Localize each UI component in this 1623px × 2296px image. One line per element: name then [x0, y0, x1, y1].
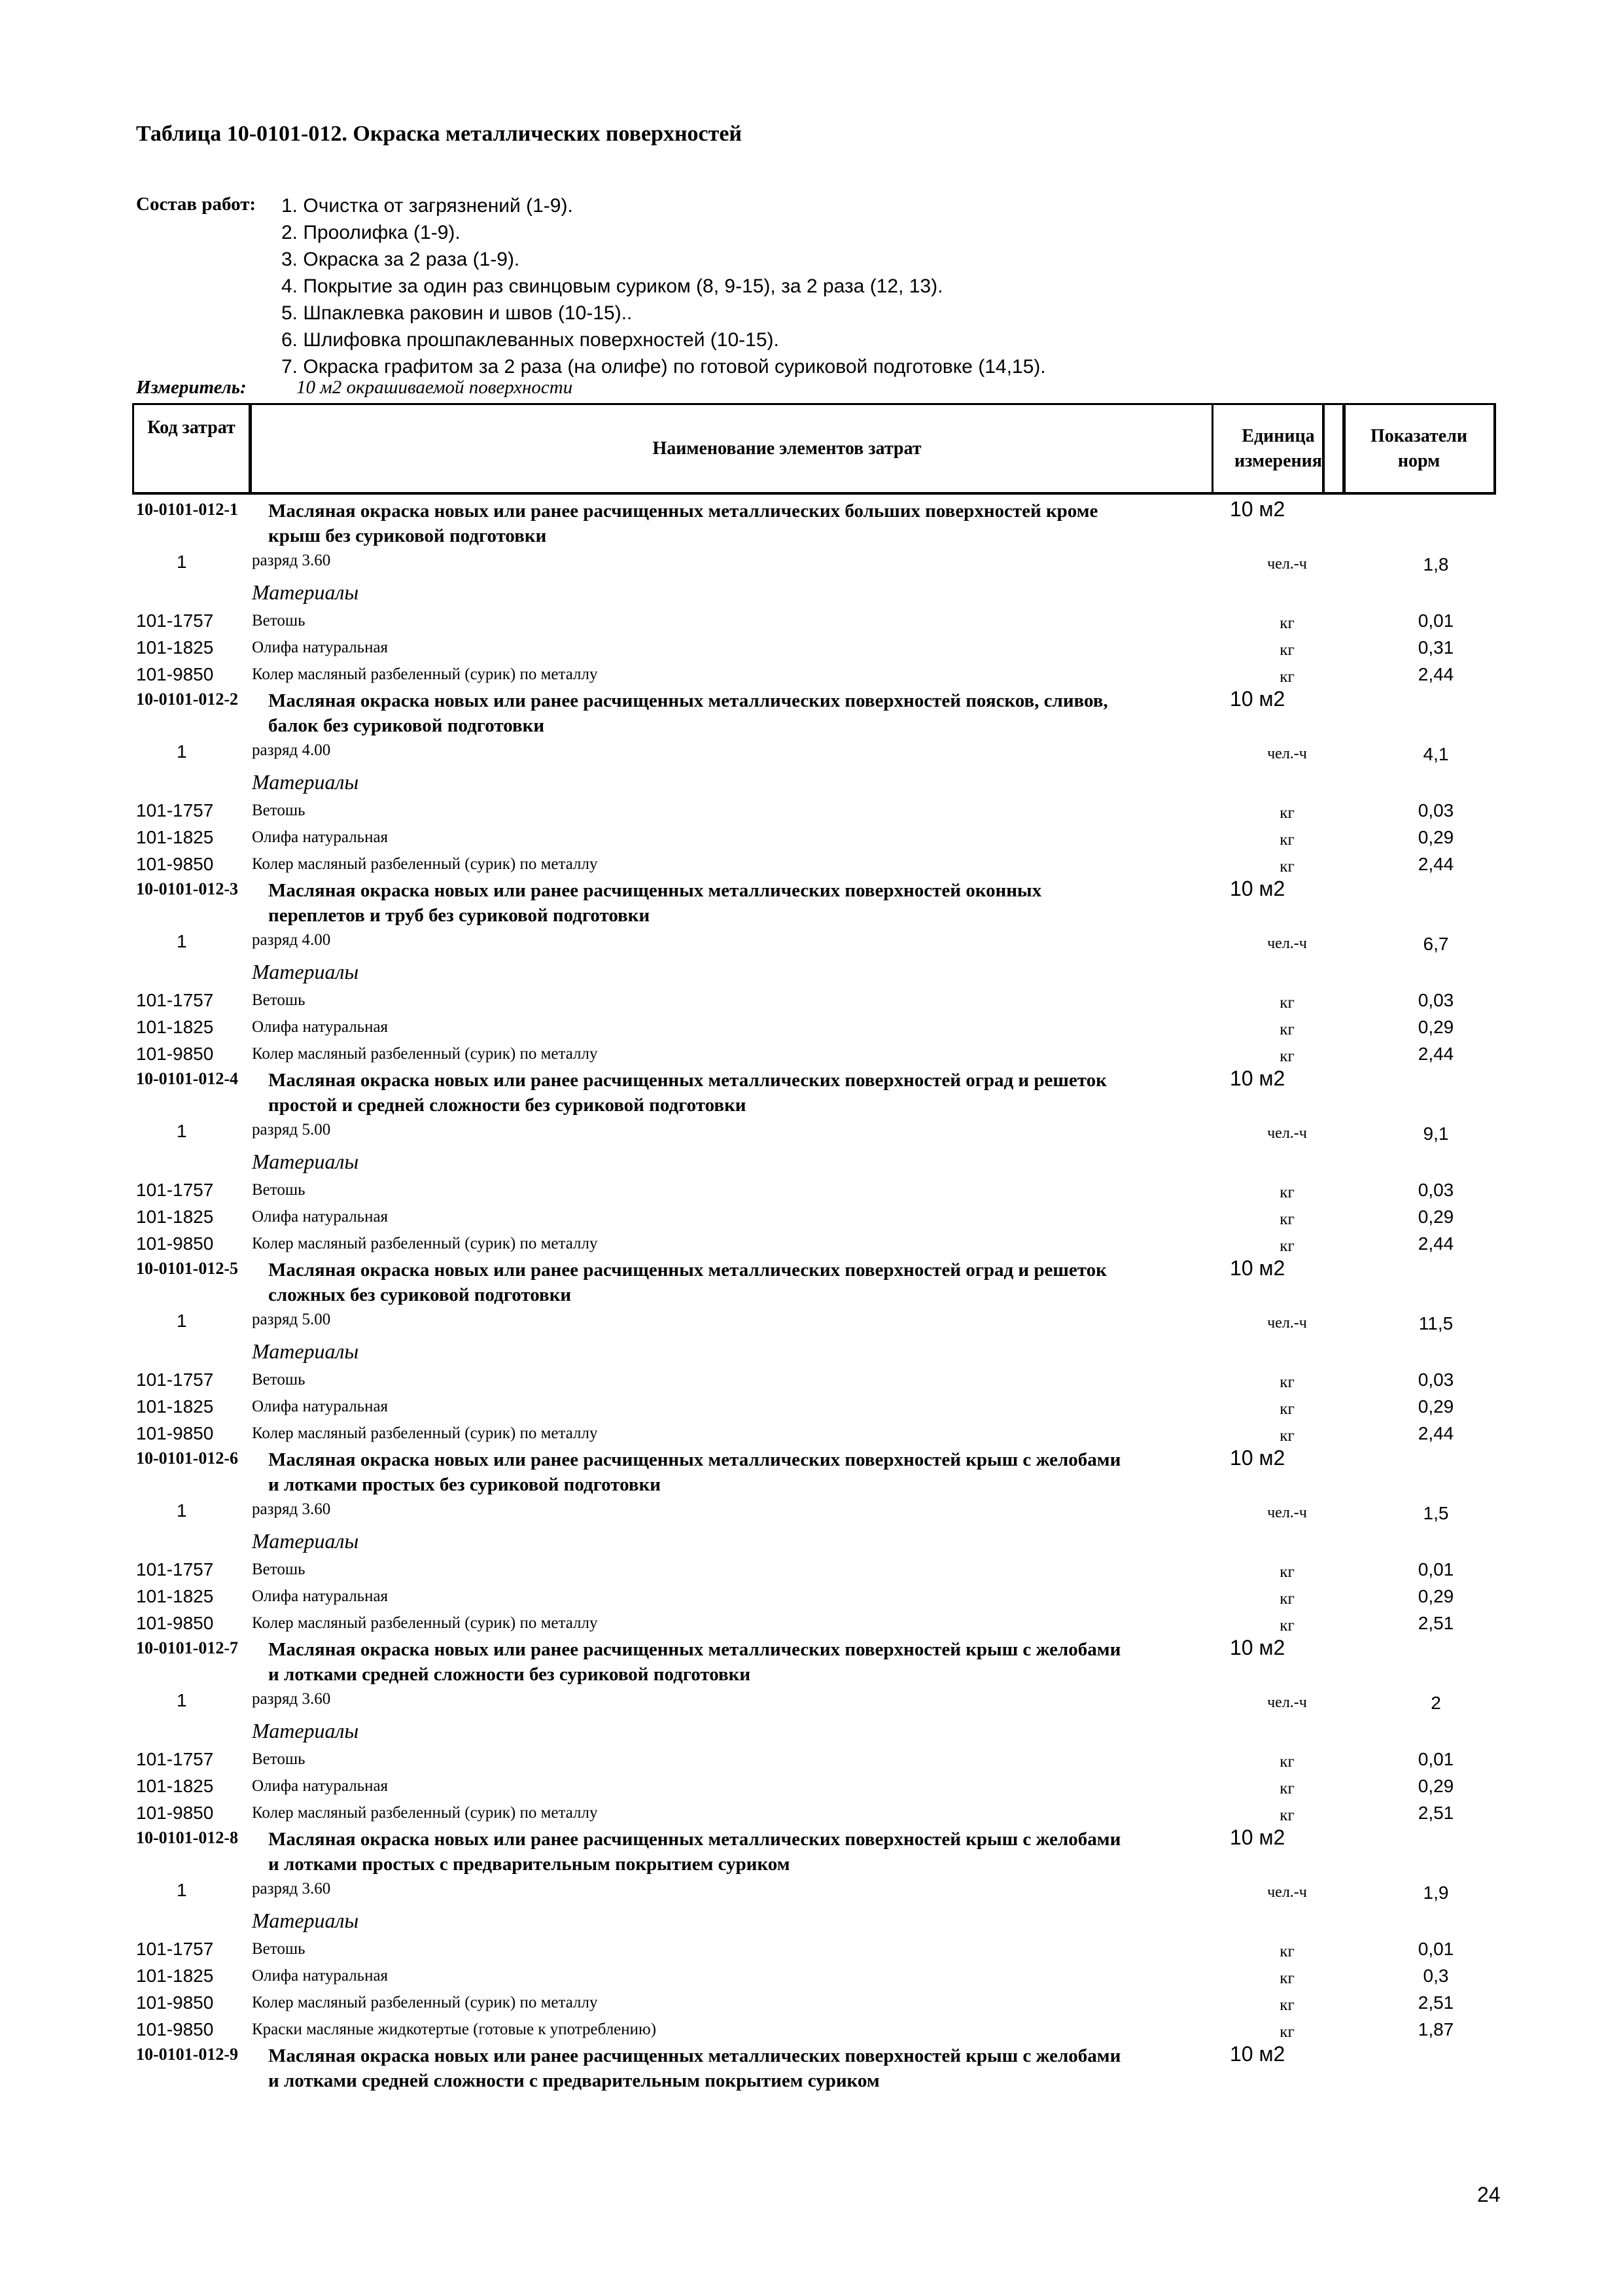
materials-heading-row	[0, 1146, 1623, 1176]
labor-name: разряд 3.60	[252, 1880, 331, 1898]
material-code: 101-1825	[136, 1396, 214, 1417]
labor-value: 1,5	[1423, 1503, 1449, 1523]
material-name: Ветошь	[252, 612, 305, 629]
resource-name	[268, 2043, 1121, 2093]
labor-value: 2	[1431, 1693, 1441, 1713]
material-code: 101-9850	[136, 1423, 214, 1443]
material-unit: кг	[1280, 1969, 1295, 1987]
material-unit: кг	[1280, 831, 1295, 849]
labor-row	[0, 546, 1623, 576]
material-row	[0, 1555, 1623, 1582]
material-code: 101-1757	[136, 1559, 214, 1580]
table-title: Таблица 10-0101-012. Окраска металлических поверхностей	[136, 122, 742, 146]
material-value: 2,44	[1418, 1423, 1454, 1443]
work-item: 7. Окраска графитом за 2 раза (на олифе) по готовой суриковой подготовке (14,15).	[281, 356, 1046, 378]
material-row	[0, 1366, 1623, 1392]
resource-name-line2: и лотками простых с предварительным покрытием суриком	[268, 1854, 790, 1875]
resource-row	[0, 1636, 1623, 1685]
work-composition-list	[281, 192, 1046, 380]
resource-row	[0, 877, 1623, 926]
resource-code: 10-0101-012-1	[136, 500, 238, 519]
material-unit: кг	[1280, 858, 1295, 875]
material-value: 0,31	[1418, 637, 1454, 658]
resource-name-line2: и лотками средней сложности с предварительным покрытием суриком	[268, 2070, 880, 2091]
resource-name-line1: Масляная окраска новых или ранее расчищенных металлических поверхностей оконных	[268, 880, 1042, 901]
material-row	[0, 823, 1623, 850]
material-unit: кг	[1280, 1590, 1295, 1608]
labor-code: 1	[177, 931, 187, 951]
labor-code: 1	[177, 1311, 187, 1331]
materials-heading: Материалы	[252, 1909, 359, 1932]
resource-code: 10-0101-012-5	[136, 1259, 238, 1278]
material-code: 101-9850	[136, 1044, 214, 1064]
labor-code: 1	[177, 552, 187, 572]
work-item: 1. Очистка от загрязнений (1-9).	[281, 195, 573, 217]
labor-name: разряд 3.60	[252, 1690, 331, 1708]
material-unit: кг	[1280, 1807, 1295, 1824]
material-code: 101-1757	[136, 800, 214, 821]
material-name: Олифа натуральная	[252, 1018, 389, 1036]
resource-row	[0, 1826, 1623, 1875]
material-value: 0,03	[1418, 1369, 1454, 1390]
material-row	[0, 1962, 1623, 1988]
header-name-label: Наименование элементов затрат	[652, 438, 922, 459]
material-value: 0,29	[1418, 1207, 1454, 1227]
material-name: Колер масляный разбеленный (сурик) по металлу	[252, 855, 598, 873]
labor-value: 9,1	[1423, 1123, 1449, 1144]
material-name: Ветошь	[252, 1561, 305, 1578]
resource-code: 10-0101-012-3	[136, 879, 238, 898]
labor-row	[0, 1305, 1623, 1335]
labor-code: 1	[177, 741, 187, 762]
material-name: Колер масляный разбеленный (сурик) по металлу	[252, 1804, 598, 1822]
materials-heading-row	[0, 1715, 1623, 1745]
resource-name	[268, 1068, 1107, 1118]
material-code: 101-1757	[136, 1180, 214, 1200]
labor-name: разряд 4.00	[252, 741, 331, 759]
work-item: 6. Шлифовка прошпаклеванных поверхностей (10-15).	[281, 329, 779, 351]
header-code-label: Код затрат	[147, 417, 236, 438]
material-name: Олифа натуральная	[252, 1398, 389, 1415]
resource-name-line1: Масляная окраска новых или ранее расчищенных металлических больших поверхностей кроме	[268, 501, 1098, 521]
labor-code: 1	[177, 1121, 187, 1141]
material-code: 101-1825	[136, 1586, 214, 1606]
material-row	[0, 1935, 1623, 1962]
material-code: 101-9850	[136, 1233, 214, 1254]
resource-name	[268, 688, 1108, 738]
material-value: 0,01	[1418, 1939, 1454, 1959]
labor-row	[0, 1875, 1623, 1905]
material-value: 0,29	[1418, 1586, 1454, 1606]
header-unit-line1: Единица	[1242, 425, 1315, 446]
material-row	[0, 1176, 1623, 1203]
cost-rows	[0, 497, 1623, 2091]
labor-value: 11,5	[1418, 1313, 1454, 1333]
resource-unit: 10 м2	[1230, 877, 1285, 900]
resource-name-line2: переплетов и труб без суриковой подготовки	[268, 905, 650, 926]
resource-row	[0, 1446, 1623, 1495]
material-row	[0, 607, 1623, 633]
material-value: 0,29	[1418, 1017, 1454, 1037]
work-item: 5. Шпаклевка раковин и швов (10-15)..	[281, 302, 633, 324]
material-code: 101-9850	[136, 2019, 214, 2040]
resource-name	[268, 1637, 1121, 1687]
material-value: 0,03	[1418, 1180, 1454, 1200]
resource-name	[268, 499, 1098, 548]
material-name: Ветошь	[252, 1181, 305, 1199]
resource-name	[268, 1447, 1121, 1497]
material-unit: кг	[1280, 1753, 1295, 1771]
header-norm-line2: норм	[1397, 450, 1440, 471]
material-name: Колер масляный разбеленный (сурик) по металлу	[252, 1235, 598, 1252]
materials-heading: Материалы	[252, 1339, 359, 1363]
material-unit: кг	[1280, 804, 1295, 822]
material-name: Колер масляный разбеленный (сурик) по металлу	[252, 1045, 598, 1063]
labor-row	[0, 736, 1623, 766]
resource-name-line1: Масляная окраска новых или ранее расчищенных металлических поверхностей оград и решеток	[268, 1070, 1107, 1091]
material-row	[0, 1772, 1623, 1799]
material-value: 0,03	[1418, 990, 1454, 1010]
material-row	[0, 660, 1623, 687]
material-name: Колер масляный разбеленный (сурик) по металлу	[252, 1614, 598, 1632]
resource-unit: 10 м2	[1230, 1067, 1285, 1090]
resource-code: 10-0101-012-2	[136, 690, 238, 709]
labor-unit: чел.-ч	[1267, 556, 1307, 573]
material-value: 0,01	[1418, 1559, 1454, 1580]
material-name: Олифа натуральная	[252, 1208, 389, 1226]
material-unit: кг	[1280, 2023, 1295, 2041]
material-row	[0, 1392, 1623, 1419]
material-row	[0, 1013, 1623, 1040]
materials-heading: Материалы	[252, 960, 359, 983]
resource-code: 10-0101-012-6	[136, 1449, 238, 1468]
resource-row	[0, 497, 1623, 546]
labor-unit: чел.-ч	[1267, 1504, 1307, 1521]
resource-name-line1: Масляная окраска новых или ранее расчищенных металлических поверхностей крыш с желобами	[268, 1639, 1121, 1660]
resource-name-line2: и лотками средней сложности без суриковой подготовки	[268, 1664, 751, 1685]
material-value: 2,51	[1418, 1803, 1454, 1823]
material-name: Колер масляный разбеленный (сурик) по металлу	[252, 665, 598, 683]
resource-name-line1: Масляная окраска новых или ранее расчищенных металлических поверхностей поясков, сливов,	[268, 690, 1108, 711]
material-value: 0,01	[1418, 1749, 1454, 1769]
resource-unit: 10 м2	[1230, 1826, 1285, 1849]
labor-row	[0, 1495, 1623, 1525]
materials-heading-row	[0, 1335, 1623, 1366]
material-name: Ветошь	[252, 1371, 305, 1388]
composition-label: Состав работ:	[136, 194, 256, 215]
material-row	[0, 986, 1623, 1013]
material-unit: кг	[1280, 668, 1295, 686]
material-unit: кг	[1280, 1943, 1295, 1960]
material-row	[0, 1745, 1623, 1772]
materials-heading-row	[0, 576, 1623, 607]
header-norm-line1: Показатели	[1370, 425, 1468, 446]
material-name: Олифа натуральная	[252, 639, 389, 656]
material-name: Краски масляные жидкотертые (готовые к употреблению)	[252, 2021, 657, 2038]
resource-unit: 10 м2	[1230, 497, 1285, 521]
material-code: 101-1757	[136, 990, 214, 1010]
labor-name: разряд 4.00	[252, 931, 331, 949]
labor-value: 6,7	[1423, 934, 1449, 954]
labor-code: 1	[177, 1880, 187, 1900]
material-value: 0,29	[1418, 1396, 1454, 1417]
material-unit: кг	[1280, 1048, 1295, 1065]
material-code: 101-9850	[136, 664, 214, 684]
resource-row	[0, 1067, 1623, 1116]
resource-name-line2: балок без суриковой подготовки	[268, 715, 545, 736]
resource-unit: 10 м2	[1230, 1446, 1285, 1470]
labor-name: разряд 5.00	[252, 1121, 331, 1139]
material-row	[0, 850, 1623, 877]
labor-name: разряд 3.60	[252, 1500, 331, 1518]
work-item: 4. Покрытие за один раз свинцовым суриком (8, 9-15), за 2 раза (12, 13).	[281, 275, 943, 297]
labor-unit: чел.-ч	[1267, 1694, 1307, 1711]
labor-value: 4,1	[1423, 744, 1449, 764]
materials-heading-row	[0, 956, 1623, 986]
material-row	[0, 633, 1623, 660]
labor-row	[0, 1116, 1623, 1146]
material-unit: кг	[1280, 1237, 1295, 1255]
material-code: 101-1825	[136, 1966, 214, 1986]
material-row	[0, 1988, 1623, 2015]
material-unit: кг	[1280, 1400, 1295, 1418]
material-value: 0,01	[1418, 610, 1454, 631]
resource-name-line1: Масляная окраска новых или ранее расчищенных металлических поверхностей крыш с желобами	[268, 1449, 1121, 1470]
material-unit: кг	[1280, 994, 1295, 1012]
labor-name: разряд 3.60	[252, 552, 331, 569]
material-name: Олифа натуральная	[252, 1587, 389, 1605]
materials-heading: Материалы	[252, 1719, 359, 1742]
material-name: Олифа натуральная	[252, 1967, 389, 1985]
labor-code: 1	[177, 1500, 187, 1521]
material-value: 0,03	[1418, 800, 1454, 821]
material-unit: кг	[1280, 1210, 1295, 1228]
material-value: 1,87	[1418, 2019, 1454, 2040]
labor-unit: чел.-ч	[1267, 1125, 1307, 1142]
material-value: 0,29	[1418, 827, 1454, 847]
material-row	[0, 1582, 1623, 1609]
labor-unit: чел.-ч	[1267, 1884, 1307, 1901]
resource-name	[268, 1827, 1121, 1877]
material-code: 101-1825	[136, 637, 214, 658]
material-row	[0, 1203, 1623, 1229]
resource-name-line2: сложных без суриковой подготовки	[268, 1284, 572, 1305]
material-unit: кг	[1280, 1021, 1295, 1038]
material-unit: кг	[1280, 1617, 1295, 1634]
resource-code: 10-0101-012-4	[136, 1069, 238, 1088]
resource-name-line2: и лотками простых без суриковой подготовки	[268, 1474, 661, 1495]
resource-unit: 10 м2	[1230, 687, 1285, 711]
material-code: 101-1825	[136, 827, 214, 847]
materials-heading-row	[0, 1905, 1623, 1935]
materials-heading: Материалы	[252, 580, 359, 604]
material-code: 101-9850	[136, 1613, 214, 1633]
resource-name-line1: Масляная окраска новых или ранее расчищенных металлических поверхностей крыш с желобами	[268, 2045, 1121, 2066]
material-code: 101-1757	[136, 610, 214, 631]
material-value: 2,44	[1418, 854, 1454, 874]
labor-value: 1,9	[1423, 1882, 1449, 1903]
resource-name-line2: крыш без суриковой подготовки	[268, 525, 547, 546]
resource-unit: 10 м2	[1230, 1256, 1285, 1280]
material-row	[0, 2015, 1623, 2042]
material-value: 2,51	[1418, 1613, 1454, 1633]
material-row	[0, 1799, 1623, 1826]
resource-row	[0, 687, 1623, 736]
material-name: Колер масляный разбеленный (сурик) по металлу	[252, 1424, 598, 1442]
resource-name	[268, 878, 1041, 928]
measure-value: 10 м2 окрашиваемой поверхности	[296, 377, 573, 398]
materials-heading: Материалы	[252, 1529, 359, 1553]
page-number: 24	[1477, 2183, 1501, 2206]
resource-code: 10-0101-012-7	[136, 1638, 238, 1657]
resource-name-line1: Масляная окраска новых или ранее расчищенных металлических поверхностей крыш с желобами	[268, 1829, 1121, 1850]
labor-name: разряд 5.00	[252, 1311, 331, 1328]
material-name: Ветошь	[252, 802, 305, 819]
material-row	[0, 1229, 1623, 1256]
materials-heading: Материалы	[252, 770, 359, 794]
header-unit	[1212, 403, 1346, 495]
work-item: 2. Проолифка (1-9).	[281, 222, 461, 243]
material-value: 0,3	[1423, 1966, 1449, 1986]
material-unit: кг	[1280, 1184, 1295, 1201]
measure-label: Измеритель:	[136, 377, 247, 398]
material-code: 101-1757	[136, 1369, 214, 1390]
material-code: 101-1825	[136, 1017, 214, 1037]
material-value: 2,44	[1418, 1044, 1454, 1064]
materials-heading: Материалы	[252, 1150, 359, 1173]
resource-name-line2: простой и средней сложности без суриковой подготовки	[268, 1095, 746, 1116]
material-code: 101-9850	[136, 1803, 214, 1823]
materials-heading-row	[0, 766, 1623, 796]
header-code	[132, 403, 251, 495]
resource-row	[0, 2042, 1623, 2091]
material-name: Олифа натуральная	[252, 828, 389, 846]
material-name: Колер масляный разбеленный (сурик) по металлу	[252, 1994, 598, 2011]
material-value: 0,29	[1418, 1776, 1454, 1796]
material-name: Ветошь	[252, 991, 305, 1009]
material-row	[0, 1419, 1623, 1446]
material-code: 101-1757	[136, 1749, 214, 1769]
material-unit: кг	[1280, 1373, 1295, 1391]
header-name	[250, 403, 1325, 495]
labor-row	[0, 1685, 1623, 1715]
material-unit: кг	[1280, 1563, 1295, 1581]
material-unit: кг	[1280, 641, 1295, 659]
resource-unit: 10 м2	[1230, 2042, 1285, 2066]
material-unit: кг	[1280, 1780, 1295, 1797]
material-code: 101-9850	[136, 1992, 214, 2013]
labor-row	[0, 926, 1623, 956]
labor-unit: чел.-ч	[1267, 745, 1307, 762]
material-row	[0, 1040, 1623, 1067]
material-name: Ветошь	[252, 1940, 305, 1958]
material-unit: кг	[1280, 1996, 1295, 2014]
header-unit-line2: измерения	[1234, 450, 1322, 471]
work-item: 3. Окраска за 2 раза (1-9).	[281, 249, 520, 270]
material-value: 2,44	[1418, 1233, 1454, 1254]
resource-name-line1: Масляная окраска новых или ранее расчищенных металлических поверхностей оград и решеток	[268, 1260, 1107, 1280]
resource-name	[268, 1258, 1107, 1307]
material-code: 101-1757	[136, 1939, 214, 1959]
labor-unit: чел.-ч	[1267, 935, 1307, 952]
resource-row	[0, 1256, 1623, 1305]
resource-unit: 10 м2	[1230, 1636, 1285, 1659]
material-code: 101-1825	[136, 1776, 214, 1796]
material-row	[0, 796, 1623, 823]
resource-code: 10-0101-012-8	[136, 1828, 238, 1847]
material-row	[0, 1609, 1623, 1636]
material-name: Ветошь	[252, 1750, 305, 1768]
materials-heading-row	[0, 1525, 1623, 1555]
labor-unit: чел.-ч	[1267, 1315, 1307, 1332]
labor-value: 1,8	[1423, 554, 1449, 574]
labor-code: 1	[177, 1690, 187, 1710]
material-code: 101-9850	[136, 854, 214, 874]
material-unit: кг	[1280, 1427, 1295, 1445]
material-value: 2,51	[1418, 1992, 1454, 2013]
header-norm	[1342, 403, 1496, 495]
material-unit: кг	[1280, 614, 1295, 632]
material-code: 101-1825	[136, 1207, 214, 1227]
resource-code: 10-0101-012-9	[136, 2045, 238, 2064]
material-value: 2,44	[1418, 664, 1454, 684]
material-name: Олифа натуральная	[252, 1777, 389, 1795]
